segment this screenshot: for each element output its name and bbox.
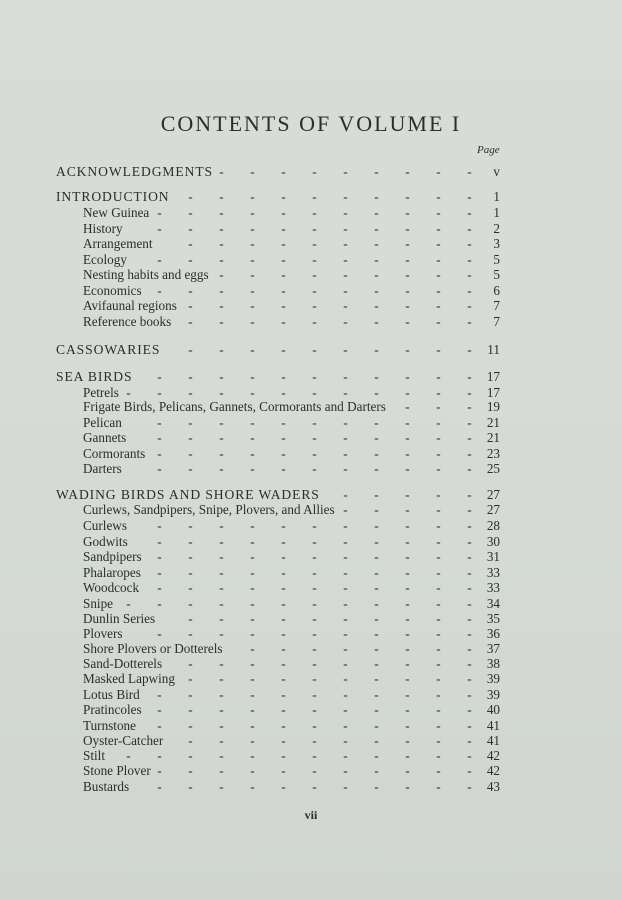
dot-leader: - - - - - - - - - bbox=[219, 267, 472, 282]
toc-entry-title: Economics bbox=[83, 283, 142, 298]
dot-leader: - - - - - bbox=[343, 487, 472, 502]
toc-entry-title: Plovers bbox=[83, 626, 123, 641]
toc-page-number: 30 bbox=[486, 534, 500, 549]
toc-entry bbox=[0, 534, 622, 550]
dot-leader: - - - - - - - - - - bbox=[188, 314, 472, 329]
dot-leader: - - - - - - - - bbox=[250, 641, 472, 656]
toc-entry-title: Turnstone bbox=[83, 718, 137, 733]
toc-entry-title: New Guinea bbox=[83, 205, 150, 220]
toc-entry-title: Dunlin Series bbox=[83, 611, 156, 626]
dot-leader: - - - - - - - - - - - bbox=[157, 221, 472, 236]
toc-entry-title: Stilt bbox=[83, 748, 105, 763]
dot-leader: - - - - - - - - - - - bbox=[157, 369, 472, 384]
toc-page-number: 36 bbox=[486, 626, 500, 641]
toc-page-number: 21 bbox=[486, 415, 500, 430]
toc-entry bbox=[0, 430, 622, 446]
toc-page-number: 2 bbox=[493, 221, 500, 236]
toc-section-heading bbox=[0, 369, 622, 385]
toc-entry-title: Gannets bbox=[83, 430, 127, 445]
toc-entry-title: Ecology bbox=[83, 252, 127, 267]
toc-entry bbox=[0, 611, 622, 627]
toc-entry-title: Nesting habits and eggs bbox=[83, 267, 209, 282]
toc-entry-title: CASSOWARIES bbox=[56, 342, 161, 357]
toc-entry-title: Petrels bbox=[83, 385, 119, 400]
toc-page-number: 17 bbox=[486, 369, 500, 384]
dot-leader: - - - - - - - - - - - bbox=[157, 415, 472, 430]
toc-entry bbox=[0, 687, 622, 703]
toc-entry-title: Masked Lapwing bbox=[83, 671, 175, 686]
toc-section-heading bbox=[0, 342, 622, 358]
dot-leader: - - - - - bbox=[343, 502, 472, 517]
dot-leader: - - - - - - - - - - - bbox=[157, 763, 472, 778]
toc-entry-title: Curlews, Sandpipers, Snipe, Plovers, and Allies bbox=[83, 502, 335, 517]
toc-page-number: 27 bbox=[486, 502, 500, 517]
dot-leader: - - - - - - - - - bbox=[219, 164, 472, 179]
toc-section-heading bbox=[0, 164, 622, 180]
dot-leader: - - - - - - - - - - - bbox=[157, 718, 472, 733]
dot-leader: - - - - - - - - - - - bbox=[157, 534, 472, 549]
toc-entry-title: SEA BIRDS bbox=[56, 369, 133, 384]
toc-page-number: 17 bbox=[486, 385, 500, 400]
dot-leader: - - - - - - - - - - - bbox=[157, 580, 472, 595]
toc-page-number: 35 bbox=[486, 611, 500, 626]
toc-entry bbox=[0, 779, 622, 795]
toc-page-number: 1 bbox=[493, 205, 500, 220]
toc-page-number: 43 bbox=[486, 779, 500, 794]
dot-leader: - - - - - - - - - - - bbox=[157, 283, 472, 298]
folio-page-number: vii bbox=[304, 808, 318, 822]
toc-page-number: 21 bbox=[486, 430, 500, 445]
toc-page-number: 40 bbox=[486, 702, 500, 717]
dot-leader: - - - - - - - - - - - bbox=[157, 626, 472, 641]
toc-entry bbox=[0, 733, 622, 749]
toc-entry bbox=[0, 314, 622, 330]
toc-entry bbox=[0, 446, 622, 462]
toc-entry-title: Frigate Birds, Pelicans, Gannets, Cormorants and Darters bbox=[83, 399, 386, 414]
toc-page-number: 5 bbox=[493, 252, 500, 267]
toc-entry bbox=[0, 502, 622, 518]
toc-page-number: 1 bbox=[493, 189, 500, 204]
dot-leader: - - - - - - - - - - bbox=[188, 656, 472, 671]
page-column-label: Page bbox=[477, 144, 500, 156]
toc-page-number: 31 bbox=[486, 549, 500, 564]
toc-page-number: 27 bbox=[486, 487, 500, 502]
dot-leader: - - - bbox=[405, 399, 472, 414]
toc-page-number: 39 bbox=[486, 687, 500, 702]
toc-entry-title: Pelican bbox=[83, 415, 122, 430]
toc-entry-title: Snipe bbox=[83, 596, 114, 611]
dot-leader: - - - - - - - - - - - bbox=[157, 702, 472, 717]
toc-entry bbox=[0, 283, 622, 299]
toc-entry-title: Godwits bbox=[83, 534, 128, 549]
dot-leader: - - - - - - - - - - - bbox=[157, 446, 472, 461]
toc-page-number: 7 bbox=[493, 298, 500, 313]
toc-page-number: 37 bbox=[486, 641, 500, 656]
toc-entry-title: Cormorants bbox=[83, 446, 146, 461]
toc-entry bbox=[0, 656, 622, 672]
page-title: CONTENTS OF VOLUME I bbox=[160, 111, 462, 136]
dot-leader: - - - - - - - - - - bbox=[188, 611, 472, 626]
toc-entry-title: WADING BIRDS AND SHORE WADERS bbox=[56, 487, 320, 502]
toc-entry bbox=[0, 221, 622, 237]
toc-page-number: 23 bbox=[486, 446, 500, 461]
toc-entry bbox=[0, 626, 622, 642]
toc-page-number: 3 bbox=[493, 236, 500, 251]
toc-entry-title: Stone Plover bbox=[83, 763, 151, 778]
toc-entry bbox=[0, 671, 622, 687]
toc-entry-title: Sandpipers bbox=[83, 549, 142, 564]
toc-page-number: 28 bbox=[486, 518, 500, 533]
toc-entry-title: Woodcock bbox=[83, 580, 140, 595]
toc-entry bbox=[0, 565, 622, 581]
toc-page-number: 41 bbox=[486, 733, 500, 748]
toc-entry-title: Phalaropes bbox=[83, 565, 141, 580]
toc-page-number: 41 bbox=[486, 718, 500, 733]
toc-entry-title: INTRODUCTION bbox=[56, 189, 170, 204]
toc-entry-title: ACKNOWLEDGMENTS bbox=[56, 164, 213, 179]
toc-entry bbox=[0, 596, 622, 612]
toc-page-number: 5 bbox=[493, 267, 500, 282]
toc-entry bbox=[0, 641, 622, 657]
toc-page-number: v bbox=[493, 164, 500, 179]
toc-entry bbox=[0, 702, 622, 718]
toc-page-number: 42 bbox=[486, 763, 500, 778]
toc-entry bbox=[0, 205, 622, 221]
toc-entry bbox=[0, 748, 622, 764]
toc-entry bbox=[0, 549, 622, 565]
dot-leader: - - - - - - - - - - - bbox=[157, 565, 472, 580]
toc-page-number: 39 bbox=[486, 671, 500, 686]
dot-leader: - - - - - - - - - - - bbox=[157, 779, 472, 794]
dot-leader: - - - - - - - - - - - bbox=[157, 205, 472, 220]
toc-entry-title: Reference books bbox=[83, 314, 172, 329]
toc-entry bbox=[0, 267, 622, 283]
dot-leader: - - - - - - - - - - - - bbox=[126, 385, 472, 400]
toc-page-number: 6 bbox=[493, 283, 500, 298]
dot-leader: - - - - - - - - - - bbox=[188, 298, 472, 313]
toc-entry bbox=[0, 298, 622, 314]
toc-entry-title: Avifaunal regions bbox=[83, 298, 177, 313]
dot-leader: - - - - - - - - - - - - bbox=[126, 748, 472, 763]
toc-entry-title: Lotus Bird bbox=[83, 687, 140, 702]
dot-leader: - - - - - - - - - - - bbox=[157, 687, 472, 702]
toc-entry bbox=[0, 252, 622, 268]
toc-entry-title: Darters bbox=[83, 461, 122, 476]
toc-page-number: 34 bbox=[486, 596, 500, 611]
dot-leader: - - - - - - - - - - - bbox=[157, 430, 472, 445]
toc-section-heading bbox=[0, 189, 622, 205]
toc-entry bbox=[0, 718, 622, 734]
toc-entry-title: History bbox=[83, 221, 123, 236]
toc-entry-title: Pratincoles bbox=[83, 702, 142, 717]
dot-leader: - - - - - - - - - - - bbox=[157, 252, 472, 267]
toc-page-number: 7 bbox=[493, 314, 500, 329]
dot-leader: - - - - - - - - - - bbox=[188, 236, 472, 251]
toc-page-number: 38 bbox=[486, 656, 500, 671]
dot-leader: - - - - - - - - - - - bbox=[157, 518, 472, 533]
toc-page-number: 11 bbox=[487, 342, 500, 357]
toc-entry bbox=[0, 461, 622, 477]
toc-entry bbox=[0, 236, 622, 252]
toc-entry bbox=[0, 415, 622, 431]
toc-page-number: 42 bbox=[486, 748, 500, 763]
toc-page-number: 33 bbox=[486, 565, 500, 580]
dot-leader: - - - - - - - - - - bbox=[188, 189, 472, 204]
toc-entry bbox=[0, 399, 622, 415]
dot-leader: - - - - - - - - - - bbox=[188, 342, 472, 357]
toc-entry-title: Oyster-Catcher bbox=[83, 733, 164, 748]
toc-entry-title: Sand-Dotterels bbox=[83, 656, 163, 671]
toc-entry-title: Shore Plovers or Dotterels bbox=[83, 641, 223, 656]
dot-leader: - - - - - - - - - - - bbox=[157, 549, 472, 564]
toc-page-number: 33 bbox=[486, 580, 500, 595]
toc-entry bbox=[0, 580, 622, 596]
toc-section-heading bbox=[0, 487, 622, 503]
toc-entry-title: Bustards bbox=[83, 779, 130, 794]
toc-entry-title: Curlews bbox=[83, 518, 127, 533]
dot-leader: - - - - - - - - - - - - bbox=[126, 596, 472, 611]
dot-leader: - - - - - - - - - - bbox=[188, 671, 472, 686]
toc-page-number: 25 bbox=[486, 461, 500, 476]
toc-entry-title: Arrangement bbox=[83, 236, 153, 251]
toc-page-number: 19 bbox=[486, 399, 500, 414]
dot-leader: - - - - - - - - - - bbox=[188, 733, 472, 748]
dot-leader: - - - - - - - - - - - bbox=[157, 461, 472, 476]
toc-entry bbox=[0, 518, 622, 534]
toc-entry bbox=[0, 763, 622, 779]
